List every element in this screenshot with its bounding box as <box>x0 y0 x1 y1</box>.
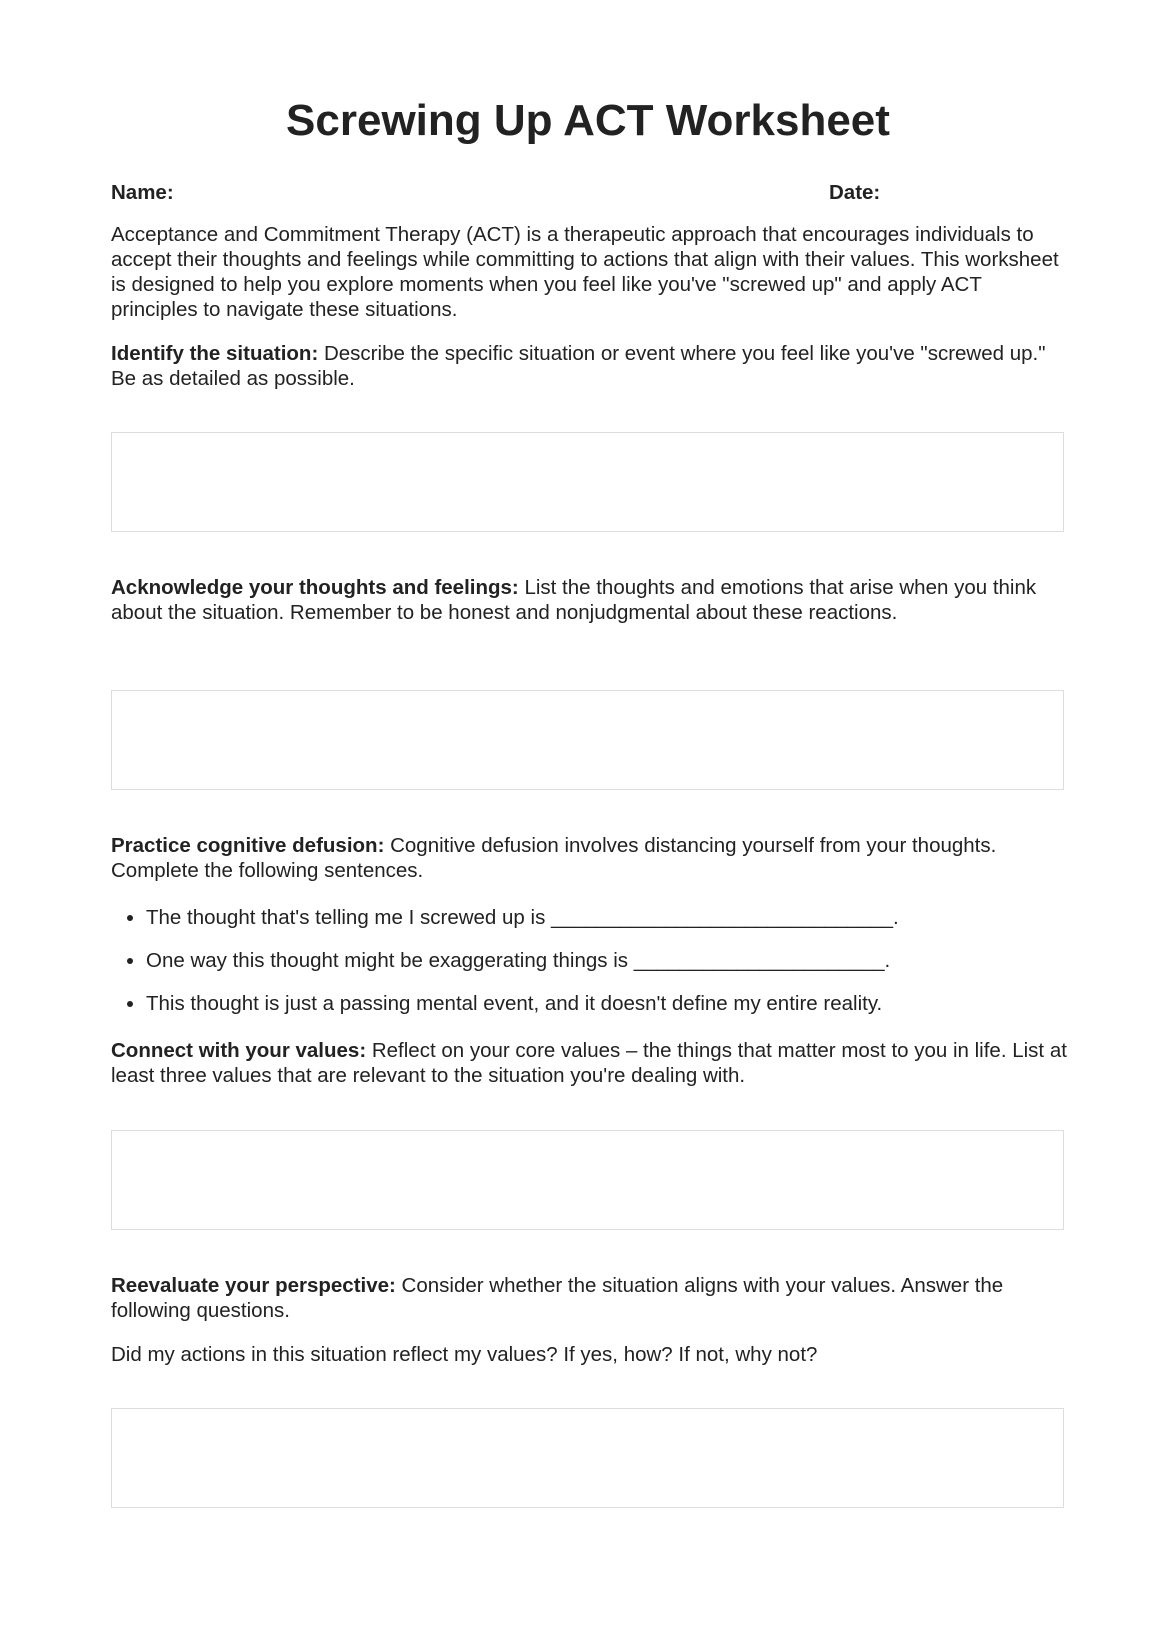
acknowledge-prompt <box>111 575 1071 625</box>
values-prompt <box>111 1038 1071 1088</box>
acknowledge-text: List the thoughts and emotions that arise when you think about the situation. Remember to be honest and nonjudgmental about these reactions. <box>111 576 1037 624</box>
defusion-heading: Practice cognitive defusion: <box>111 834 385 857</box>
date-label: Date: <box>829 181 881 204</box>
reevaluate-prompt <box>111 1273 1071 1323</box>
reevaluate-text: Consider whether the situation aligns with your values. Answer the following questions. <box>111 1274 1004 1322</box>
identify-text: Describe the specific situation or event where you feel like you've "screwed up." Be as detailed as possible. <box>111 342 1046 390</box>
defusion-bullet: • This thought is just a passing mental event, and it doesn't define my entire reality. <box>146 991 1106 1016</box>
values-heading: Connect with your values: <box>111 1039 367 1062</box>
values-answer-box[interactable] <box>111 1130 1064 1230</box>
date-field <box>829 180 1029 205</box>
defusion-list <box>111 905 1106 1034</box>
defusion-text: Cognitive defusion involves distancing yourself from your thoughts. Complete the following sentences. <box>111 834 997 882</box>
intro-paragraph: Acceptance and Commitment Therapy (ACT) is a therapeutic approach that encourages individuals to accept their thoughts and feelings while committing to actions that align with their values. This worksheet is designed to help you explore moments when you feel like you've "screwed up" and apply ACT principles to navigate these situations. <box>111 223 1059 321</box>
values-text: Reflect on your core values – the things that matter most to you in life. List at least three values that are relevant to the situation you're dealing with. <box>111 1039 1067 1087</box>
defusion-prompt <box>111 833 1071 883</box>
defusion-bullet: • The thought that's telling me I screwed up is ______________________________. <box>146 905 1106 930</box>
page-title: Screwing Up ACT Worksheet <box>286 96 890 145</box>
acknowledge-answer-box[interactable] <box>111 690 1064 790</box>
acknowledge-heading: Acknowledge your thoughts and feelings: <box>111 576 519 599</box>
name-label: Name: <box>111 181 174 204</box>
reevaluate-answer-box[interactable] <box>111 1408 1064 1508</box>
reevaluate-question: Did my actions in this situation reflect my values? If yes, how? If not, why not? <box>111 1343 818 1366</box>
identify-heading: Identify the situation: <box>111 342 319 365</box>
defusion-bullet: • One way this thought might be exaggerating things is ______________________. <box>146 948 1106 973</box>
identify-answer-box[interactable] <box>111 432 1064 532</box>
reevaluate-heading: Reevaluate your perspective: <box>111 1274 396 1297</box>
identify-prompt <box>111 341 1071 391</box>
